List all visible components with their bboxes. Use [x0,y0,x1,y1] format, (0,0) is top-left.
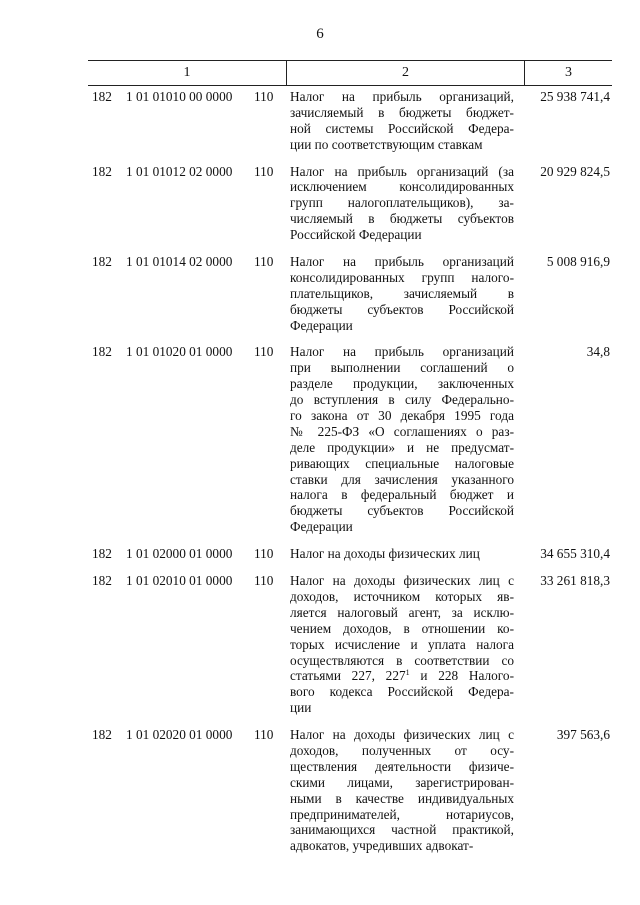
revenue-subcode: 110 [254,254,274,270]
amount-value: 20 929 824,5 [540,163,610,179]
revenue-name-line: Налог на доходы физических лиц с [290,573,514,589]
table-row [88,87,612,162]
revenue-name-line: Налог на прибыль организаций (за [290,163,514,179]
table-row [88,544,612,571]
revenue-name [286,254,516,333]
budget-classification-code: 1 01 02000 01 0000 [126,546,233,562]
amount-value: 33 261 818,3 [540,573,610,589]
amount-value: 5 008 916,9 [546,254,610,270]
admin-code: 182 [92,573,112,589]
revenue-name-line: ществления деятельности физиче- [290,758,514,774]
revenue-name-line: Федерации [290,519,353,535]
revenue-name-line: разделе продукции, заключенных [290,376,514,392]
table-header [88,60,612,86]
amount-value: 397 563,6 [556,727,610,743]
revenue-name-line: Федерации [290,317,353,333]
revenue-name-line: Налог на доходы физических лиц с [290,727,514,743]
revenue-name-line: занимающихся частной практикой, [290,822,514,838]
revenue-name-line: го закона от 30 декабря 1995 года [290,408,514,424]
revenue-subcode: 110 [254,546,274,562]
revenue-name-line: торых исчисление и уплата налога [290,636,514,652]
header-col-3: 3 [565,65,572,80]
revenue-name-line: № 225-ФЗ «О соглашениях о раз- [290,423,514,439]
amount-value: 34 655 310,4 [540,546,610,562]
revenue-name [286,546,516,562]
budget-classification-code: 1 01 01020 01 0000 [126,344,233,360]
revenue-subcode: 110 [254,727,274,743]
table-row [88,162,612,252]
revenue-name-line: консолидированных групп налого- [290,269,514,285]
admin-code: 182 [92,163,112,179]
table-row [88,252,612,342]
revenue-subcode: 110 [254,163,274,179]
admin-code: 182 [92,344,112,360]
revenue-name-line: бюджеты субъектов Российской [290,503,514,519]
revenue-name-line: ривающих специальные налоговые [290,455,514,471]
revenue-name-line: групп налогоплательщиков), за- [290,195,514,211]
revenue-subcode: 110 [254,89,274,104]
admin-code: 182 [92,727,112,743]
revenue-name [286,344,516,535]
revenue-name-line: Налог на прибыль организаций [290,344,514,360]
table-row [88,725,612,863]
budget-classification-code: 1 01 02020 01 0000 [126,727,233,743]
amount-value: 25 938 741,4 [540,89,610,104]
revenue-name [286,89,516,153]
table-row [88,342,612,544]
revenue-name [286,727,516,854]
revenue-name [286,573,516,716]
admin-code: 182 [92,546,112,562]
revenue-name-line: деле продукции» и не предусмат- [290,439,514,455]
header-col-2: 2 [287,61,525,85]
revenue-name-line: налога в федеральный бюджет и [290,487,514,503]
header-col-1: 1 [88,61,287,85]
revenue-name-line: Налог на прибыль организаций [290,254,514,270]
footnote-superscript: 1 [405,668,410,678]
revenue-subcode: 110 [254,573,274,589]
table-body [88,87,612,863]
revenue-name-line: Налог на доходы физических лиц [290,546,480,562]
revenue-name-line: бюджеты субъектов Российской [290,301,514,317]
budget-classification-code: 1 01 01014 02 0000 [126,254,233,270]
revenue-name-line: осуществляются в соответствии со [290,652,514,668]
revenue-name-line: адвокатов, учредивших адвокат- [290,838,474,854]
revenue-name-line: числяемый в бюджеты субъектов [290,211,514,227]
page-number: 6 [316,26,324,42]
revenue-name-line: доходов, полученных от осу- [290,742,514,758]
budget-classification-code: 1 01 01012 02 0000 [126,163,233,179]
revenue-name-line: скими лицами, зарегистрирован- [290,774,514,790]
revenue-name-line: ции [290,700,312,716]
revenue-name-line: при выполнении соглашений о [290,360,514,376]
revenue-name-line-text: и 228 Налого- [409,668,514,684]
amount-value: 34,8 [586,344,610,360]
revenue-name-line: исключением консолидированных [290,179,514,195]
table-row [88,571,612,725]
budget-classification-code: 1 01 01010 00 0000 [126,89,233,104]
revenue-name-line: предпринимателей, нотариусов, [290,806,514,822]
revenue-name-line: зачисляемый в бюджеты бюджет- [290,104,514,120]
revenue-name-line: Российской Федерации [290,227,422,243]
revenue-name [286,164,516,243]
revenue-name-line [290,668,514,684]
revenue-subcode: 110 [254,344,274,360]
revenue-name-line: Налог на прибыль организаций, [290,89,514,104]
revenue-name-line: до вступления в силу Федерально- [290,392,514,408]
admin-code: 182 [92,254,112,270]
admin-code: 182 [92,89,112,104]
revenue-name-line-text: статьями 227, 227 [290,668,406,684]
revenue-name-line: ции по соответствующим ставкам [290,136,483,152]
revenue-name-line: чением доходов, в отношении ко- [290,620,514,636]
revenue-name-line: плательщиков, зачисляемый в [290,285,514,301]
revenue-name-line: ляется налоговый агент, за исклю- [290,604,514,620]
revenue-name-line: доходов, источником которых яв- [290,588,514,604]
revenue-name-line: ными в качестве индивидуальных [290,790,514,806]
revenue-name-line: ной системы Российской Федера- [290,120,514,136]
revenue-name-line: ставки для зачисления указанного [290,471,514,487]
budget-classification-code: 1 01 02010 01 0000 [126,573,233,589]
revenue-name-line: вого кодекса Российской Федера- [290,684,514,700]
